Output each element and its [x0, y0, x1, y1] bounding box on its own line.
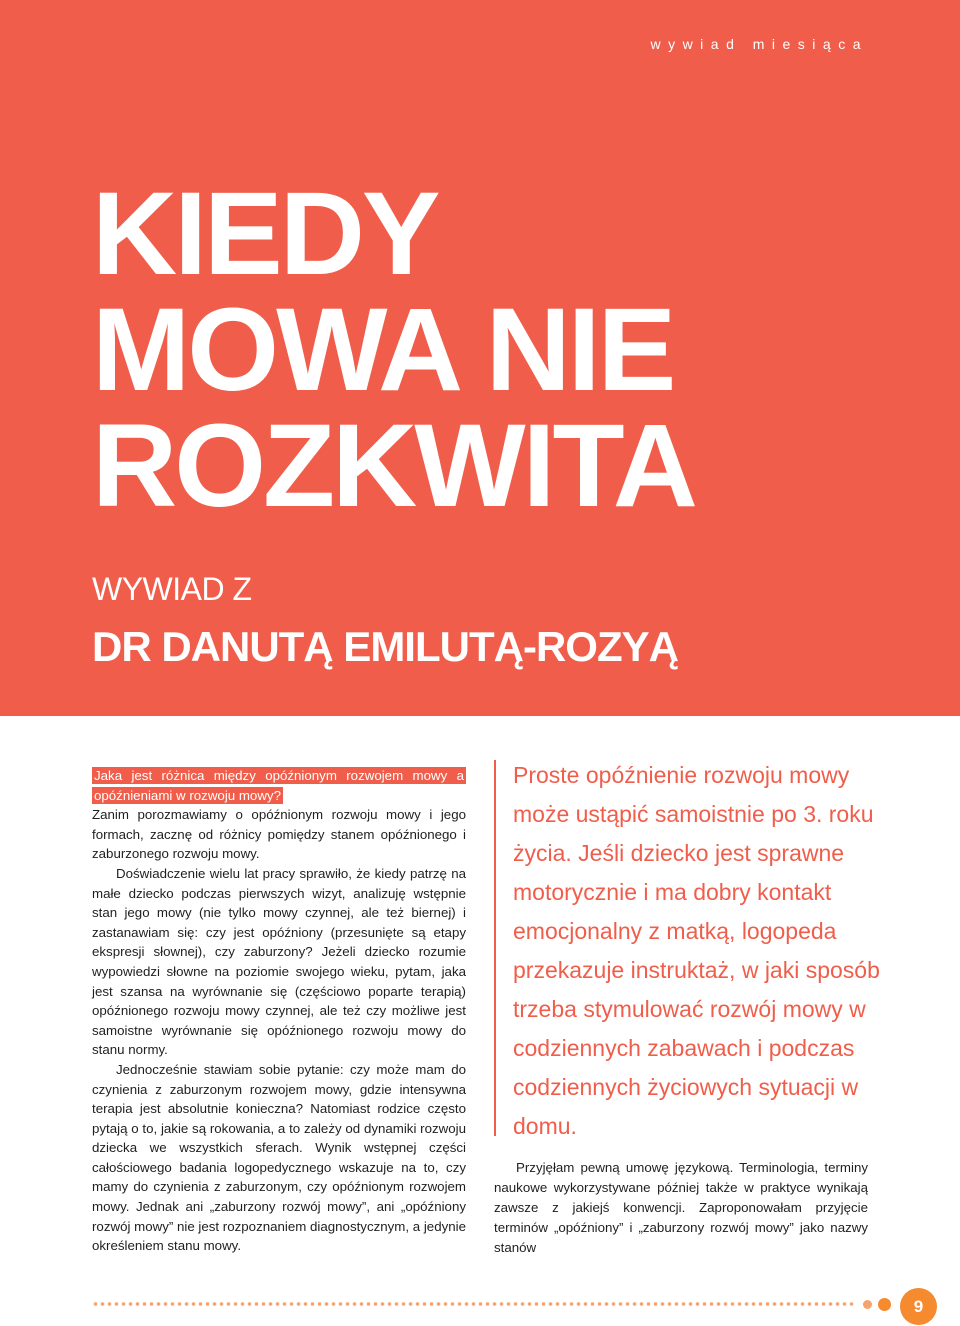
headline-line-3: ROZKWITA — [92, 400, 695, 532]
pull-quote: Proste opóźnienie rozwoju mowy może ustąpić samoistnie po 3. roku życia. Jeśli dziecko jest sprawne motorycznie i ma dobry kontakt emocjonalny z matką, logopeda przekazuje instruktaż, w jaki sposób trzeba stymulować rozwój mowy w codziennych zabawach i podczas codziennych życiowych sytuacji w domu. — [513, 762, 880, 1139]
article-paragraph: Jednocześnie stawiam sobie pytanie: czy może mam do czynienia z zaburzonym rozwojem mowy, gdzie intensywna terapia jest absolutnie konieczna? Natomiast rodzice często pytają o to, jakie są rokowania, a to zależy od dynamiki rozwoju dziecka we wszystkich sferach. Wynik wstępnej części całościowego badania logopedycznego wskazuje na to, czy mamy do czynienia z zaburzonym, czy opóźnionym rozwojem mowy. Jednak ani „zaburzony rozwój mowy”, ani „opóźniony rozwój mowy” nie jest rozpoznaniem diagnostycznym, a jedynie określeniem stanu mowy. — [92, 1061, 466, 1254]
question-paragraph — [92, 766, 466, 864]
pull-quote-rule — [494, 760, 496, 1136]
footer-dotted-line — [92, 1300, 856, 1308]
footer-dot-small — [863, 1300, 872, 1309]
article-left-column — [92, 766, 466, 1256]
article-paragraph: Przyjęłam pewną umowę językową. Terminologia, terminy naukowe wykorzystywane później także w praktyce wynikają zawsze z jakiejś konwencji. Zaproponowałam przyjęcie terminów „opóźniony” i „zaburzony rozwój mowy” jako nazwy stanów — [494, 1160, 868, 1255]
article-right-column — [494, 1158, 868, 1258]
page-number-badge: 9 — [900, 1288, 937, 1325]
headline-line-2: MOWA NIE — [92, 284, 674, 416]
footer-dot-medium — [878, 1298, 891, 1311]
article-paragraph: Doświadczenie wielu lat pracy sprawiło, że kiedy patrzę na małe dziecko podczas pierwszych wizyt, analizuję wstępnie stan jego mowy (nie tylko mowy czynnej, ale też biernej) i zastanawiam się: czy jest opóźniony (przesunięte są etapy ekspresji słownej), czy zaburzony? Jeżeli dziecko rozumie wypowiedzi słowne na poziomie swojego wieku, pytam, jaka jest szansa na wyrównanie się (częściowo poparte terapią) opóźnionego rozwoju mowy czynnej, ale też czy możliwe jest samoistne wyrównanie się opóźnionego rozwoju mowy do stanu normy. — [92, 865, 466, 1058]
interview-question: Jaka jest różnica między opóźnionym rozwojem mowy a opóźnieniami w rozwoju mowy? — [94, 768, 464, 803]
subtitle-intro: WYWIAD Z — [92, 571, 252, 607]
interviewee-name: DR DANUTĄ EMILUTĄ-ROZYĄ — [92, 623, 678, 670]
headline-line-1: KIEDY — [92, 168, 438, 300]
article-headline — [92, 168, 695, 532]
answer-intro: Zanim porozmawiamy o opóźnionym rozwoju mowy i jego formach, zacznę od różnicy pomiędzy stanem opóźnionego i zaburzonego rozwoju mowy. — [92, 807, 466, 862]
section-tag: wywiad miesiąca — [650, 36, 868, 52]
